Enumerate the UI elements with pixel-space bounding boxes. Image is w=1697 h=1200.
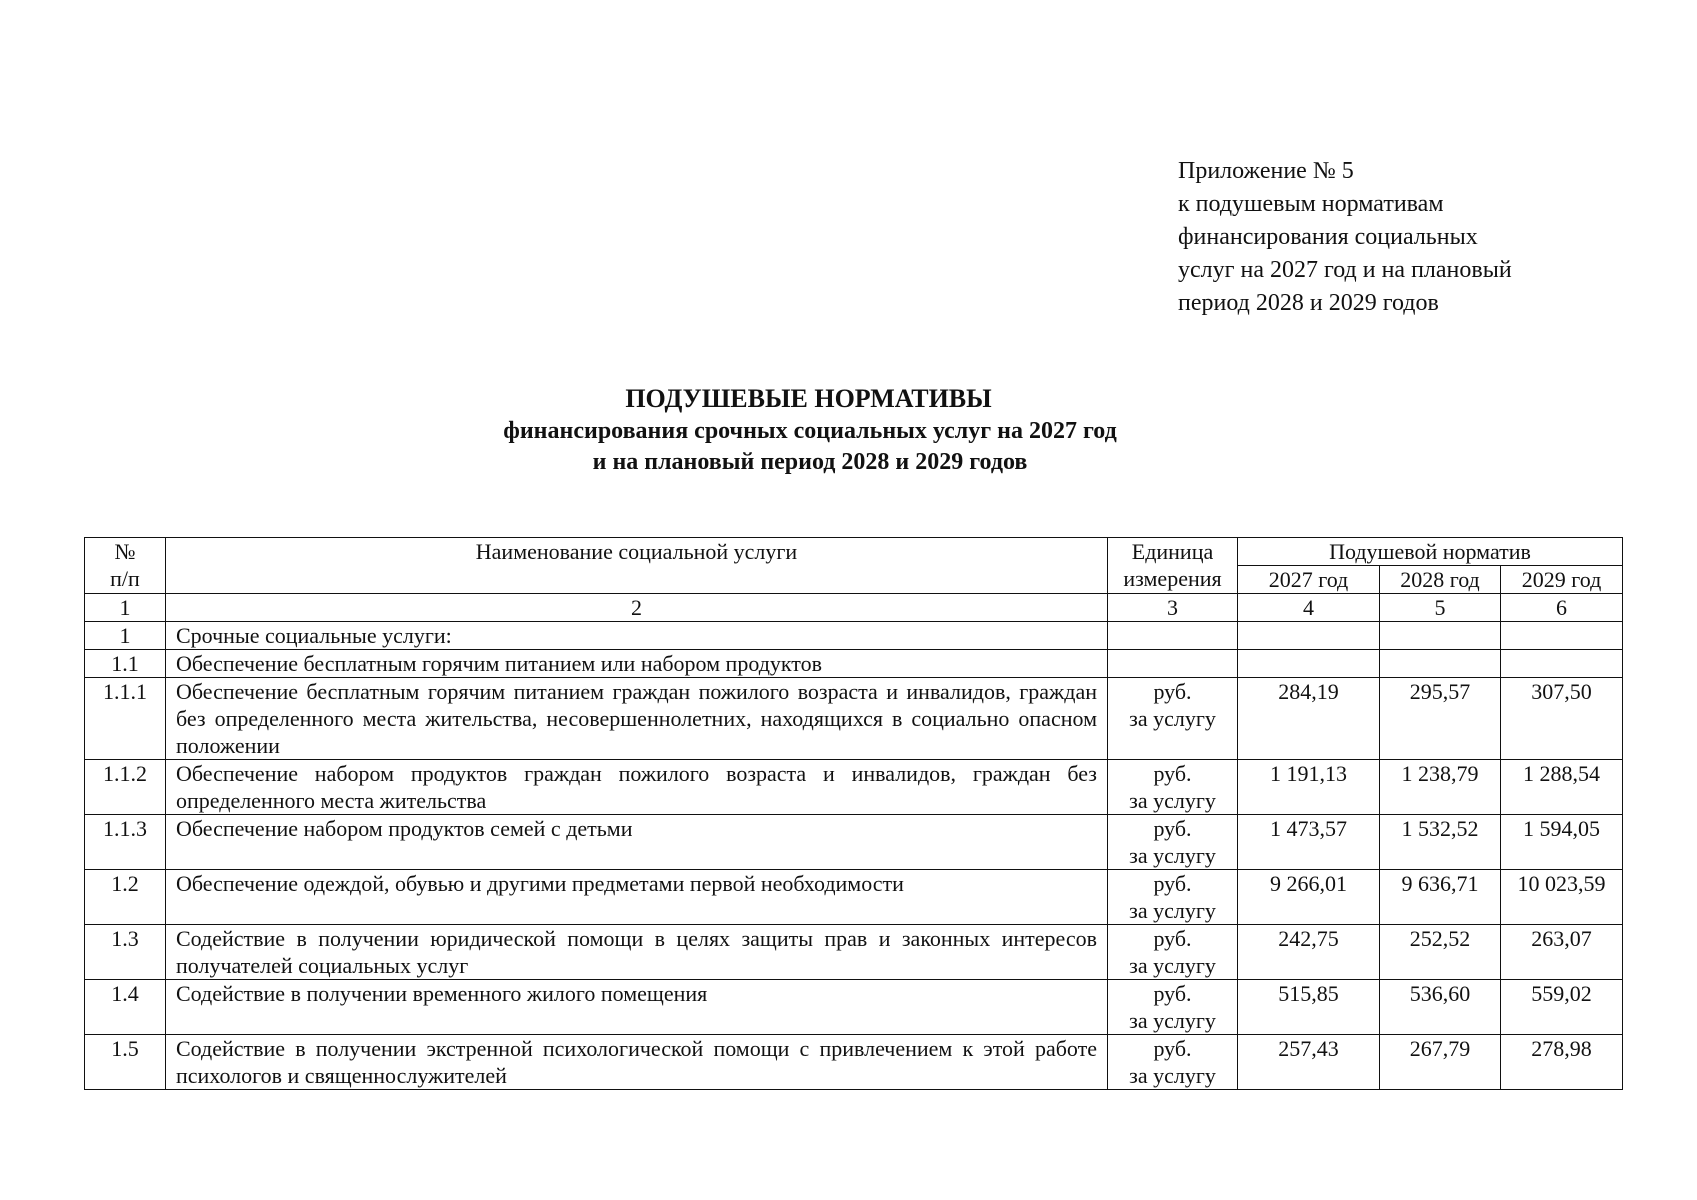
row-value-2029: 263,07 [1501, 925, 1623, 980]
row-value-2029: 559,02 [1501, 980, 1623, 1035]
row-service-name: Содействие в получении юридической помощи в целях защиты прав и законных интересов получателей социальных услуг [166, 925, 1108, 980]
row-value-2028: 267,79 [1380, 1035, 1501, 1090]
row-service-name: Обеспечение одеждой, обувью и другими предметами первой необходимости [166, 870, 1108, 925]
row-value-2027: 9 266,01 [1238, 870, 1380, 925]
row-unit [1108, 650, 1238, 678]
row-service-name: Обеспечение бесплатным горячим питанием граждан пожилого возраста и инвалидов, граждан без определенного места жительства, несовершеннолетних, находящихся в социально опасном положении [166, 678, 1108, 760]
header-year-2028: 2028 год [1380, 566, 1501, 594]
column-number: 4 [1238, 594, 1380, 622]
appendix-line: финансирования социальных [1178, 224, 1478, 250]
table-row [85, 980, 1623, 1035]
row-number: 1.3 [85, 925, 166, 980]
row-service-name: Срочные социальные услуги: [166, 622, 1108, 650]
table-row [85, 622, 1623, 650]
appendix-note [1178, 155, 1512, 320]
row-value-2029 [1501, 622, 1623, 650]
header-unit [1108, 538, 1238, 594]
table-row [85, 1035, 1623, 1090]
header-norm-group: Подушевой норматив [1238, 538, 1623, 566]
unit-line-2: за услугу [1129, 898, 1216, 923]
unit-line-1: руб. [1153, 1036, 1192, 1061]
row-value-2029: 1 594,05 [1501, 815, 1623, 870]
row-number: 1.1.1 [85, 678, 166, 760]
row-unit [1108, 870, 1238, 925]
row-number: 1.1.2 [85, 760, 166, 815]
unit-line-2: за услугу [1129, 953, 1216, 978]
title-main: ПОДУШЕВЫЕ НОРМАТИВЫ [625, 384, 992, 413]
column-number: 6 [1501, 594, 1623, 622]
appendix-line: услуг на 2027 год и на плановый [1178, 257, 1512, 283]
unit-line-2: за услугу [1129, 788, 1216, 813]
header-service-name: Наименование социальной услуги [166, 538, 1108, 594]
row-value-2027: 1 473,57 [1238, 815, 1380, 870]
row-value-2027: 284,19 [1238, 678, 1380, 760]
column-number: 1 [85, 594, 166, 622]
appendix-line: к подушевым нормативам [1178, 191, 1444, 217]
unit-line-1: руб. [1153, 926, 1192, 951]
title-subtitle-line-1: финансирования срочных социальных услуг на 2027 год [503, 418, 1117, 444]
row-value-2028: 536,60 [1380, 980, 1501, 1035]
document-title [0, 382, 1697, 478]
row-service-name: Обеспечение набором продуктов граждан пожилого возраста и инвалидов, граждан без определенного места жительства [166, 760, 1108, 815]
row-value-2029: 278,98 [1501, 1035, 1623, 1090]
row-value-2029 [1501, 650, 1623, 678]
row-number: 1.1 [85, 650, 166, 678]
row-unit [1108, 980, 1238, 1035]
table-row [85, 650, 1623, 678]
row-number: 1.2 [85, 870, 166, 925]
row-value-2028: 1 532,52 [1380, 815, 1501, 870]
row-value-2027 [1238, 650, 1380, 678]
row-value-2029: 1 288,54 [1501, 760, 1623, 815]
unit-line-1: руб. [1153, 871, 1192, 896]
row-value-2028: 1 238,79 [1380, 760, 1501, 815]
header-year-2029: 2029 год [1501, 566, 1623, 594]
unit-line-2: за услугу [1129, 706, 1216, 731]
row-number: 1.1.3 [85, 815, 166, 870]
row-number: 1.5 [85, 1035, 166, 1090]
row-value-2029: 10 023,59 [1501, 870, 1623, 925]
row-value-2028 [1380, 650, 1501, 678]
row-service-name: Содействие в получении экстренной психологической помощи с привлечением к этой работе психологов и священнослужителей [166, 1035, 1108, 1090]
row-value-2028: 295,57 [1380, 678, 1501, 760]
row-unit [1108, 925, 1238, 980]
table-row [85, 925, 1623, 980]
row-value-2027 [1238, 622, 1380, 650]
table-row [85, 870, 1623, 925]
row-value-2028 [1380, 622, 1501, 650]
row-number: 1 [85, 622, 166, 650]
row-value-2029: 307,50 [1501, 678, 1623, 760]
header-number-line-2: п/п [110, 566, 140, 591]
norms-table [84, 537, 1623, 1090]
row-unit [1108, 1035, 1238, 1090]
header-number-line-1: № [114, 539, 136, 564]
table-row [85, 760, 1623, 815]
unit-line-1: руб. [1153, 981, 1192, 1006]
row-value-2027: 515,85 [1238, 980, 1380, 1035]
row-unit [1108, 760, 1238, 815]
header-unit-line-2: измерения [1123, 566, 1222, 591]
header-number [85, 538, 166, 594]
row-value-2027: 1 191,13 [1238, 760, 1380, 815]
unit-line-1: руб. [1153, 679, 1192, 704]
row-value-2027: 257,43 [1238, 1035, 1380, 1090]
appendix-line: период 2028 и 2029 годов [1178, 290, 1439, 316]
header-year-2027: 2027 год [1238, 566, 1380, 594]
row-service-name: Обеспечение набором продуктов семей с детьми [166, 815, 1108, 870]
row-unit [1108, 678, 1238, 760]
unit-line-2: за услугу [1129, 843, 1216, 868]
column-number: 2 [166, 594, 1108, 622]
column-number: 3 [1108, 594, 1238, 622]
title-subtitle-line-2: и на плановый период 2028 и 2029 годов [592, 449, 1028, 475]
row-number: 1.4 [85, 980, 166, 1035]
column-number: 5 [1380, 594, 1501, 622]
row-value-2028: 252,52 [1380, 925, 1501, 980]
table-header-row [85, 538, 1623, 566]
unit-line-2: за услугу [1129, 1063, 1216, 1088]
row-service-name: Содействие в получении временного жилого помещения [166, 980, 1108, 1035]
appendix-line: Приложение № 5 [1178, 158, 1354, 184]
row-service-name: Обеспечение бесплатным горячим питанием или набором продуктов [166, 650, 1108, 678]
row-value-2027: 242,75 [1238, 925, 1380, 980]
table-row [85, 678, 1623, 760]
unit-line-2: за услугу [1129, 1008, 1216, 1033]
unit-line-1: руб. [1153, 761, 1192, 786]
row-unit [1108, 815, 1238, 870]
unit-line-1: руб. [1153, 816, 1192, 841]
row-value-2028: 9 636,71 [1380, 870, 1501, 925]
header-unit-line-1: Единица [1131, 539, 1214, 564]
row-unit [1108, 622, 1238, 650]
column-number-row [85, 594, 1623, 622]
table-row [85, 815, 1623, 870]
